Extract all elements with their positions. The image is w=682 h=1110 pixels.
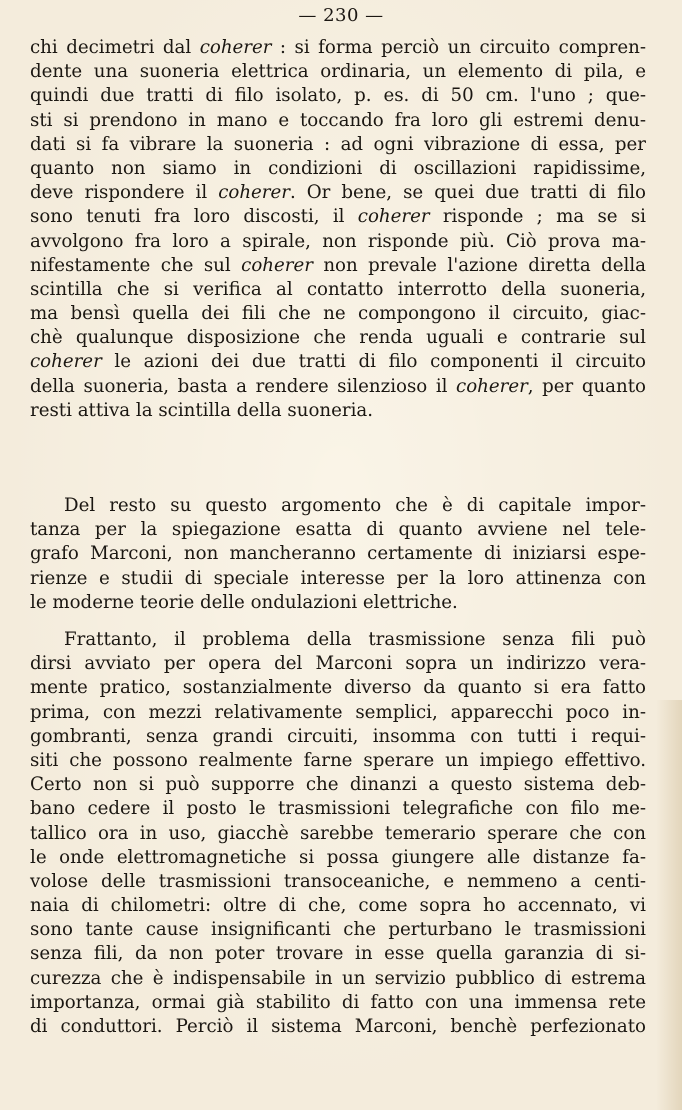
- text-line: scintilla che si verifica al contatto interrotto della suoneria,: [30, 278, 646, 300]
- text-line: quindi due tratti di filo isolato, p. es. di 50 cm. l'uno ; que-: [30, 85, 646, 107]
- text-line: senza fili, da non poter trovare in esse quella garanzia di si-: [30, 943, 646, 965]
- text-line: grafo Marconi, non mancheranno certamente di iniziarsi espe-: [30, 543, 646, 565]
- italic-term: coherer: [357, 206, 430, 228]
- text-line: Certo non si può supporre che dinanzi a questo sistema deb-: [30, 774, 646, 796]
- text-line: prima, con mezzi relativamente semplici, apparecchi poco in-: [30, 701, 646, 723]
- text-line: avvolgono fra loro a spirale, non risponde più. Ciò prova ma-: [30, 230, 646, 252]
- text-line: naia di chilometri: oltre di che, come sopra ho accennato, vi: [30, 895, 646, 917]
- text-line: tanza per la spiegazione esatta di quanto avviene nel tele-: [30, 519, 646, 541]
- paragraph-2: [30, 494, 646, 615]
- text-line: di conduttori. Perciò il sistema Marconi, benchè perfezionato: [30, 1016, 646, 1037]
- italic-term: coherer: [456, 375, 528, 397]
- text-line: coherer le azioni dei due tratti di filo componenti il circuito: [30, 351, 646, 373]
- text-line: Frattanto, il problema della trasmissione senza fili può: [64, 629, 646, 650]
- italic-term: coherer: [218, 182, 290, 204]
- page-number: — 230 —: [298, 5, 384, 26]
- paragraph-3: [30, 628, 646, 1039]
- text-line: della suoneria, basta a rendere silenzioso il coherer, per quanto: [30, 375, 646, 397]
- text-line: sono tenuti fra loro discosti, il coherer risponde ; ma se si: [30, 206, 646, 228]
- text-line: tallico ora in uso, giacchè sarebbe temerario sperare che con: [30, 822, 646, 844]
- italic-term: coherer: [30, 351, 102, 373]
- text-line: gombranti, senza grandi circuiti, insomma con tutti i requi-: [30, 725, 646, 747]
- text-line: chi decimetri dal coherer : si forma perciò un circuito compren-: [30, 37, 646, 58]
- text-line: siti che possono realmente farne sperare un impiego effettivo.: [30, 749, 646, 771]
- text-line: quanto non siamo in condizioni di oscillazioni rapidissime,: [30, 157, 646, 179]
- text-line: volose delle trasmissioni transoceaniche, e nemmeno a centi-: [30, 870, 646, 892]
- text-line: resti attiva la scintilla della suoneria.: [30, 399, 374, 421]
- text-line: bano cedere il posto le trasmissioni telegrafiche con filo me-: [30, 798, 646, 820]
- text-line: le onde elettromagnetiche si possa giungere alle distanze fa-: [30, 846, 646, 868]
- text-line: dente una suoneria elettrica ordinaria, un elemento di pila, e: [30, 61, 646, 83]
- text-line: importanza, ormai già stabilito di fatto con una immensa rete: [30, 991, 646, 1013]
- text-line: Del resto su questo argomento che è di capitale impor-: [64, 495, 646, 516]
- text-line: dirsi avviato per opera del Marconi sopra un indirizzo vera-: [30, 653, 646, 675]
- italic-term: coherer: [199, 37, 272, 58]
- page-edge-stain: [656, 700, 682, 1110]
- paragraph-1: [30, 36, 646, 423]
- text-line: le moderne teorie delle ondulazioni elettriche.: [30, 591, 458, 613]
- text-line: ma bensì quella dei fili che ne compongono il circuito, giac-: [30, 303, 646, 325]
- text-line: rienze e studii di speciale interesse per la loro attinenza con: [30, 567, 646, 589]
- text-line: nifestamente che sul coherer non prevale l'azione diretta della: [30, 254, 646, 276]
- text-line: curezza che è indispensabile in un servizio pubblico di estrema: [30, 967, 646, 989]
- text-line: dati si fa vibrare la suoneria : ad ogni vibrazione di essa, per: [30, 133, 646, 155]
- text-line: sti si prendono in mano e toccando fra loro gli estremi denu-: [30, 109, 646, 131]
- text-line: chè qualunque disposizione che renda uguali e contrarie sul: [30, 327, 646, 349]
- text-line: mente pratico, sostanzialmente diverso da quanto si era fatto: [30, 677, 646, 699]
- text-line: deve rispondere il coherer. Or bene, se quei due tratti di filo: [30, 182, 647, 204]
- italic-term: coherer: [241, 254, 313, 276]
- text-line: sono tante cause insignificanti che perturbano le trasmissioni: [30, 919, 646, 941]
